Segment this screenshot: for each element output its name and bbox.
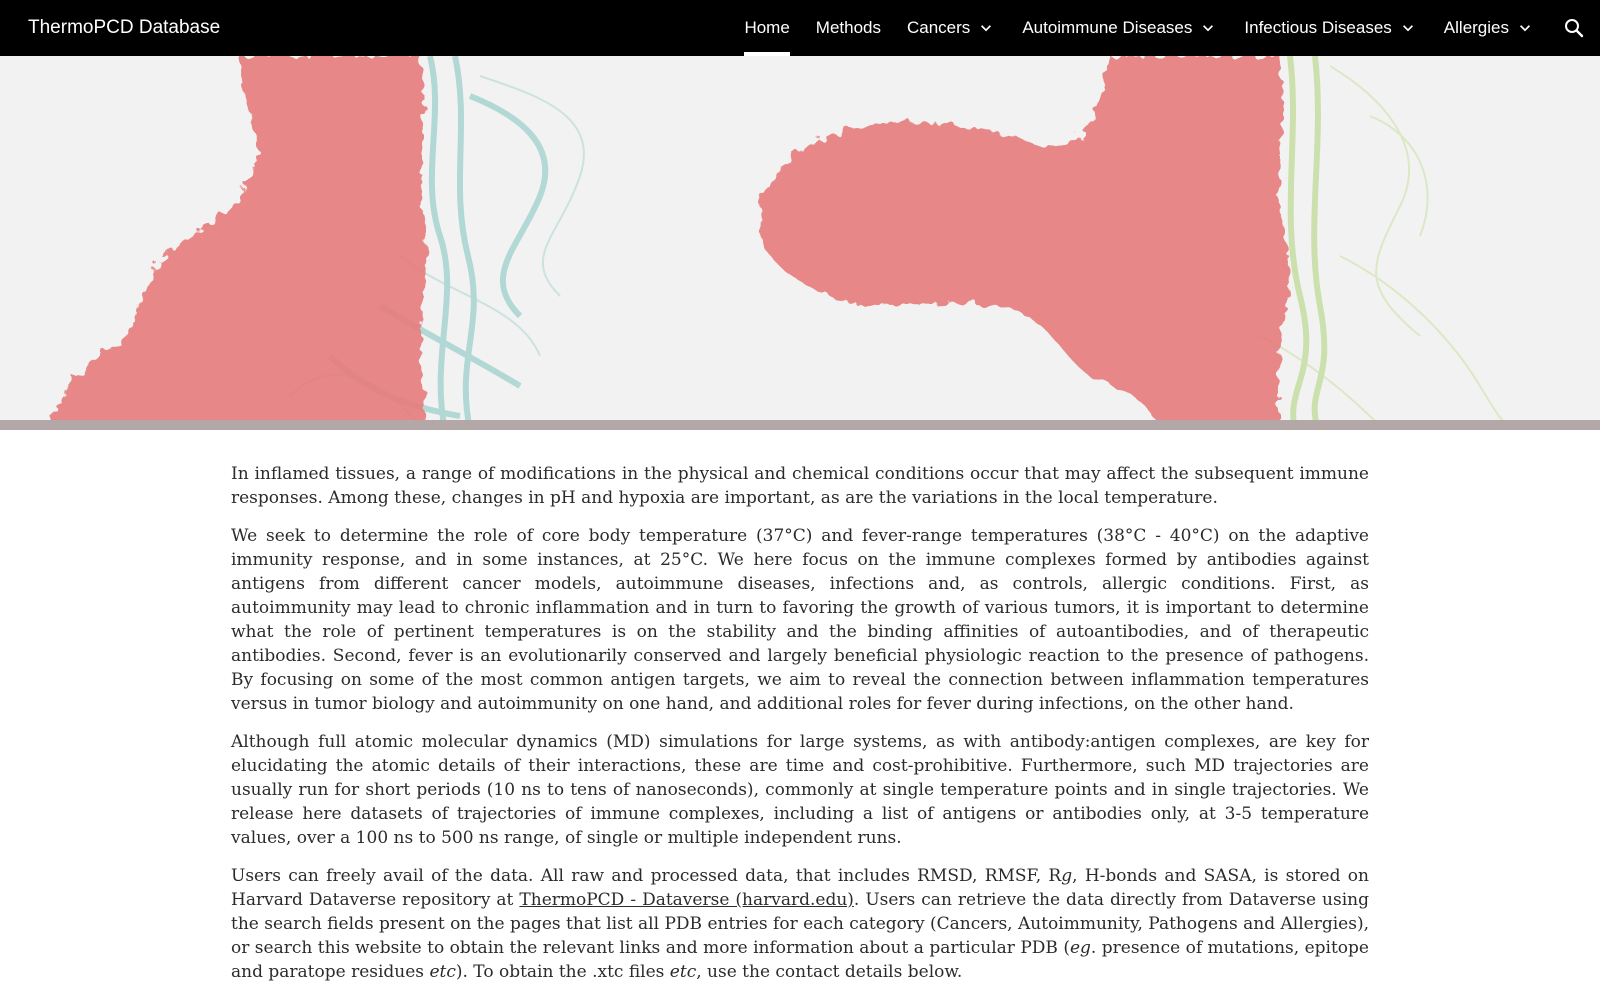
- chevron-down-icon[interactable]: [976, 18, 996, 38]
- text-span: , H-bonds and SASA, is stored on Harvard Dataverse repository at: [231, 866, 1369, 910]
- etc-italic: etc: [669, 962, 697, 982]
- nav-cancers[interactable]: [894, 0, 1009, 56]
- nav-allergies[interactable]: [1431, 0, 1548, 56]
- etc-italic: etc: [429, 962, 456, 982]
- nav-autoimmune-diseases[interactable]: [1009, 0, 1231, 56]
- chevron-down-icon[interactable]: [1515, 18, 1535, 38]
- protein-structure-illustration: [0, 56, 1600, 430]
- nav-methods-label: Methods: [815, 18, 881, 37]
- nav-cancers-label: Cancers: [907, 18, 971, 37]
- nav-infectious-label: Infectious Diseases: [1244, 18, 1392, 37]
- nav-infectious-diseases[interactable]: [1231, 0, 1430, 56]
- chevron-down-icon[interactable]: [1198, 18, 1218, 38]
- text-span: . Users can retrieve the data directly from Dataverse using the search fields present on the pages that list all PDB entries for each category (Cancers, Autoimmunity, Pathogens and Allergies), or search this website to obtain the relevant links and more information about a particular PDB (: [231, 890, 1369, 958]
- chevron-down-icon[interactable]: [1398, 18, 1418, 38]
- dataverse-link[interactable]: ThermoPCD - Dataverse (harvard.edu): [519, 890, 854, 910]
- site-title[interactable]: ThermoPCD Database: [28, 17, 221, 38]
- nav-autoimmune-label: Autoimmune Diseases: [1022, 18, 1193, 37]
- header-banner-image: [0, 56, 1600, 430]
- rg-subscript-italic: g: [1061, 866, 1073, 886]
- eg-italic: eg: [1069, 938, 1091, 958]
- search-icon: [1562, 16, 1586, 40]
- search-button[interactable]: [1548, 0, 1600, 56]
- top-navigation-bar: [0, 0, 1600, 56]
- text-span: . presence of mutations, epitope and paratope residues: [231, 938, 1369, 982]
- banner-divider-bar: [0, 420, 1600, 430]
- aims-paragraph: We seek to determine the role of core body temperature (37°C) and fever-range temperatures (38°C - 40°C) on the adaptive immunity response, and in some instances, at 25°C. We here focus on the immune complexes formed by antibodies against antigens from different cancer models, autoimmune diseases, infections and, as controls, allergic conditions. First, as autoimmunity may lead to chronic inflammation and in turn to favoring the growth of various tumors, it is important to determine what the role of pertinent temperatures is on the stability and the binding affinities of autoantibodies, and of therapeutic antibodies. Second, fever is an evolutionarily conserved and largely beneficial physiologic reaction to the presence of pathogens. By focusing on some of the most common antigen targets, we aim to reveal the connection between inflammation temperatures versus in tumor biology and autoimmunity on one hand, and additional roles for fever during infections, on the other hand.: [231, 526, 1369, 714]
- nav-home-label: Home: [744, 18, 790, 37]
- intro-paragraph: In inflamed tissues, a range of modifications in the physical and chemical conditions occur that may affect the subsequent immune responses. Among these, changes in pH and hypoxia are important, as are the variations in the local temperature.: [231, 464, 1369, 508]
- text-span: Users can freely avail of the data. All raw and processed data, that includes RMSD, RMSF, R: [231, 866, 1062, 886]
- main-content: [231, 462, 1369, 998]
- data-access-paragraph: [231, 864, 1369, 984]
- md-simulations-paragraph: Although full atomic molecular dynamics (MD) simulations for large systems, as with antibody:antigen complexes, are key for elucidating the atomic details of their interactions, these are time and cost-prohibitive. Furthermore, such MD trajectories are usually run for short periods (10 ns to tens of nanoseconds), commonly at single temperature points and in single trajectories. We release here datasets of trajectories of immune complexes, including a list of antigens or antibodies only, at 3-5 temperature values, over a 100 ns to 500 ns range, of single or multiple independent runs.: [231, 732, 1369, 848]
- text-span: , use the contact details below.: [696, 962, 963, 982]
- nav-methods[interactable]: [803, 0, 894, 56]
- text-span: ). To obtain the .xtc files: [455, 962, 670, 982]
- main-nav: [731, 0, 1600, 56]
- nav-home[interactable]: [731, 0, 802, 56]
- nav-allergies-label: Allergies: [1443, 18, 1509, 37]
